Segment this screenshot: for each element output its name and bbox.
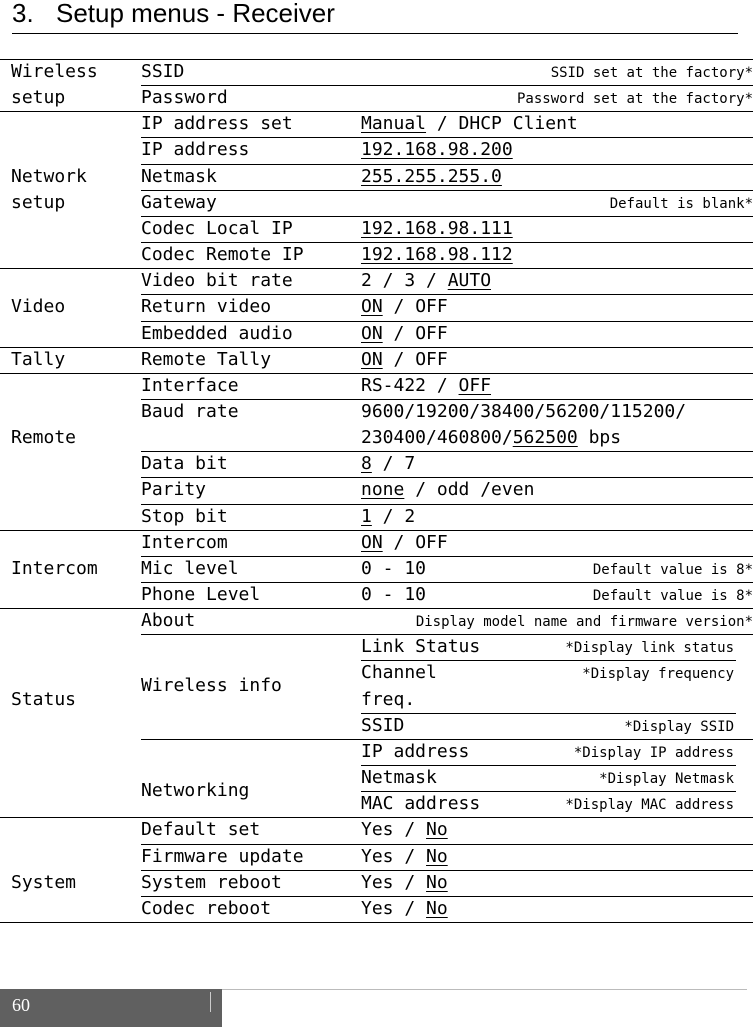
footer-rule [222, 989, 747, 990]
setting-label: Wireless info [141, 675, 282, 696]
default-option: 255.255.255.0 [361, 166, 502, 187]
default-option: ON [361, 532, 383, 553]
setting-value [361, 479, 534, 501]
option-text: Yes / [361, 898, 427, 919]
row-divider [141, 242, 753, 243]
status-item-note: *Display link status [565, 640, 734, 656]
status-item-label: MAC address [361, 793, 481, 814]
status-item-label: Channel [361, 662, 437, 683]
default-option: 192.168.98.112 [361, 244, 513, 265]
status-item-label: Link Status [361, 636, 481, 657]
setting-value [361, 819, 448, 841]
setting-label: Gateway [141, 192, 217, 213]
group-divider [0, 608, 753, 609]
setting-label: Return video [141, 296, 272, 317]
option-text: / 2 [371, 506, 416, 527]
setting-value [361, 506, 415, 528]
option-text: Yes / [361, 846, 427, 867]
setting-label: IP address set [141, 113, 293, 134]
status-item-label: IP address [361, 741, 470, 762]
setting-value [361, 139, 513, 161]
default-option: No [426, 819, 448, 840]
row-divider [141, 844, 753, 845]
row-divider [141, 634, 753, 635]
setting-label: Interface [141, 375, 239, 396]
setting-value [361, 898, 448, 920]
setting-label: Intercom [141, 532, 228, 553]
setting-value [361, 584, 426, 606]
category-label: Remote [11, 427, 77, 448]
default-option: ON [361, 323, 383, 344]
subrow-divider [361, 713, 736, 714]
setting-label: Embedded audio [141, 323, 293, 344]
group-divider [0, 530, 753, 531]
setting-value [361, 401, 686, 423]
option-text: / OFF [382, 323, 448, 344]
default-option: 192.168.98.111 [361, 218, 513, 239]
option-text: 9600/19200/38400/56200/115200/ [361, 401, 687, 422]
category-label: Video [11, 296, 66, 317]
default-option: none [361, 479, 405, 500]
page-footer [0, 989, 222, 1027]
option-text: 0 - 10 [361, 584, 427, 605]
setting-label: Stop bit [141, 506, 228, 527]
status-item-label: Netmask [361, 767, 437, 788]
default-option: No [426, 898, 448, 919]
setting-label: Baud rate [141, 401, 239, 422]
group-divider [0, 268, 753, 269]
status-item-note: *Display SSID [624, 719, 734, 735]
page-number: 60 [12, 995, 30, 1015]
option-text: Yes / [361, 819, 427, 840]
row-divider [141, 137, 753, 138]
setting-value [361, 166, 502, 188]
default-option: 1 [361, 506, 372, 527]
row-divider [141, 870, 753, 871]
row-divider [141, 477, 753, 478]
setting-value [361, 296, 448, 318]
row-divider [141, 321, 753, 322]
setting-note: *Default value is 8 [592, 588, 753, 604]
setting-label: Default set [141, 819, 261, 840]
setting-value [361, 349, 448, 371]
row-divider [141, 582, 753, 583]
row-divider [141, 556, 753, 557]
option-text: Yes / [361, 872, 427, 893]
default-option: ON [361, 296, 383, 317]
default-option: 562500 [512, 427, 578, 448]
setting-note: *SSID set at the factory [550, 65, 753, 81]
setting-label: About [141, 610, 196, 631]
table-rule [0, 59, 753, 60]
category-label: System [11, 872, 77, 893]
setting-label: Codec Remote IP [141, 244, 304, 265]
option-text: 2 / 3 / [361, 270, 448, 291]
status-item-note: *Display Netmask [599, 771, 734, 787]
option-text: / OFF [382, 296, 448, 317]
category-label: setup [11, 192, 66, 213]
setting-value [361, 244, 513, 266]
setting-label: Firmware update [141, 846, 304, 867]
status-item-label: SSID [361, 715, 405, 736]
setting-value [361, 218, 513, 240]
group-divider [0, 347, 753, 348]
category-label: Status [11, 689, 77, 710]
default-option: No [426, 872, 448, 893]
setting-label: System reboot [141, 872, 282, 893]
setting-label: Mic level [141, 558, 239, 579]
category-label: Tally [11, 349, 66, 370]
status-item-note: *Display frequency [582, 666, 734, 682]
setting-value [361, 846, 448, 868]
option-text: / OFF [382, 349, 448, 370]
row-divider [141, 399, 753, 400]
row-divider [141, 739, 753, 740]
subrow-divider [361, 791, 736, 792]
setting-value [361, 113, 578, 135]
status-item-label: freq. [361, 689, 416, 710]
setting-label: Netmask [141, 166, 217, 187]
option-text: / 7 [371, 453, 416, 474]
category-label: Wireless [11, 61, 98, 82]
option-text: RS-422 / [361, 375, 459, 396]
option-text: / DHCP Client [426, 113, 578, 134]
group-divider [0, 111, 753, 112]
category-label: Intercom [11, 558, 98, 579]
setting-label: Video bit rate [141, 270, 293, 291]
option-text: bps [577, 427, 622, 448]
default-option: 8 [361, 453, 372, 474]
row-divider [141, 451, 753, 452]
row-divider [141, 216, 753, 217]
default-option: Manual [361, 113, 427, 134]
default-option: AUTO [447, 270, 492, 291]
setting-note: *Default is blank [609, 196, 753, 212]
setting-value [361, 558, 426, 580]
category-label: setup [11, 87, 66, 108]
option-text: 230400/460800/ [361, 427, 513, 448]
setting-value [361, 532, 448, 554]
default-option: No [426, 846, 448, 867]
setting-label: Password [141, 87, 228, 108]
setting-value [361, 375, 491, 397]
setting-note: *Default value is 8 [592, 562, 753, 578]
option-text: 0 - 10 [361, 558, 427, 579]
group-divider [0, 373, 753, 374]
default-option: 192.168.98.200 [361, 139, 513, 160]
default-option: OFF [458, 375, 492, 396]
row-divider [141, 896, 753, 897]
footer-divider [210, 992, 211, 1012]
setting-label: Codec Local IP [141, 218, 293, 239]
setting-note: *Display model name and firmware version [415, 614, 753, 630]
group-divider [0, 817, 753, 818]
setting-label: Parity [141, 479, 207, 500]
setting-label: Networking [141, 780, 250, 801]
category-label: Network [11, 166, 87, 187]
setting-value [361, 872, 448, 894]
subrow-divider [361, 765, 736, 766]
row-divider [141, 190, 753, 191]
setting-label: IP address [141, 139, 250, 160]
status-item-note: *Display MAC address [565, 797, 734, 813]
setting-value [361, 453, 415, 475]
setting-label: Data bit [141, 453, 228, 474]
row-divider [141, 85, 753, 86]
section-number: 3. [12, 0, 34, 28]
row-divider [141, 164, 753, 165]
setting-value [361, 427, 621, 449]
setting-label: Remote Tally [141, 349, 272, 370]
table-rule [0, 922, 753, 923]
default-option: ON [361, 349, 383, 370]
setting-label: Phone Level [141, 584, 261, 605]
option-text: / OFF [382, 532, 448, 553]
subrow-divider [361, 660, 736, 661]
status-item-note: *Display IP address [573, 745, 734, 761]
option-text: / odd /even [404, 479, 535, 500]
setting-value [361, 270, 491, 292]
setting-label: SSID [141, 61, 185, 82]
row-divider [141, 504, 753, 505]
setting-note: *Password set at the factory [516, 91, 753, 107]
row-divider [141, 294, 753, 295]
setting-value [361, 323, 448, 345]
setting-label: Codec reboot [141, 898, 272, 919]
section-title: Setup menus - Receiver [56, 0, 335, 28]
